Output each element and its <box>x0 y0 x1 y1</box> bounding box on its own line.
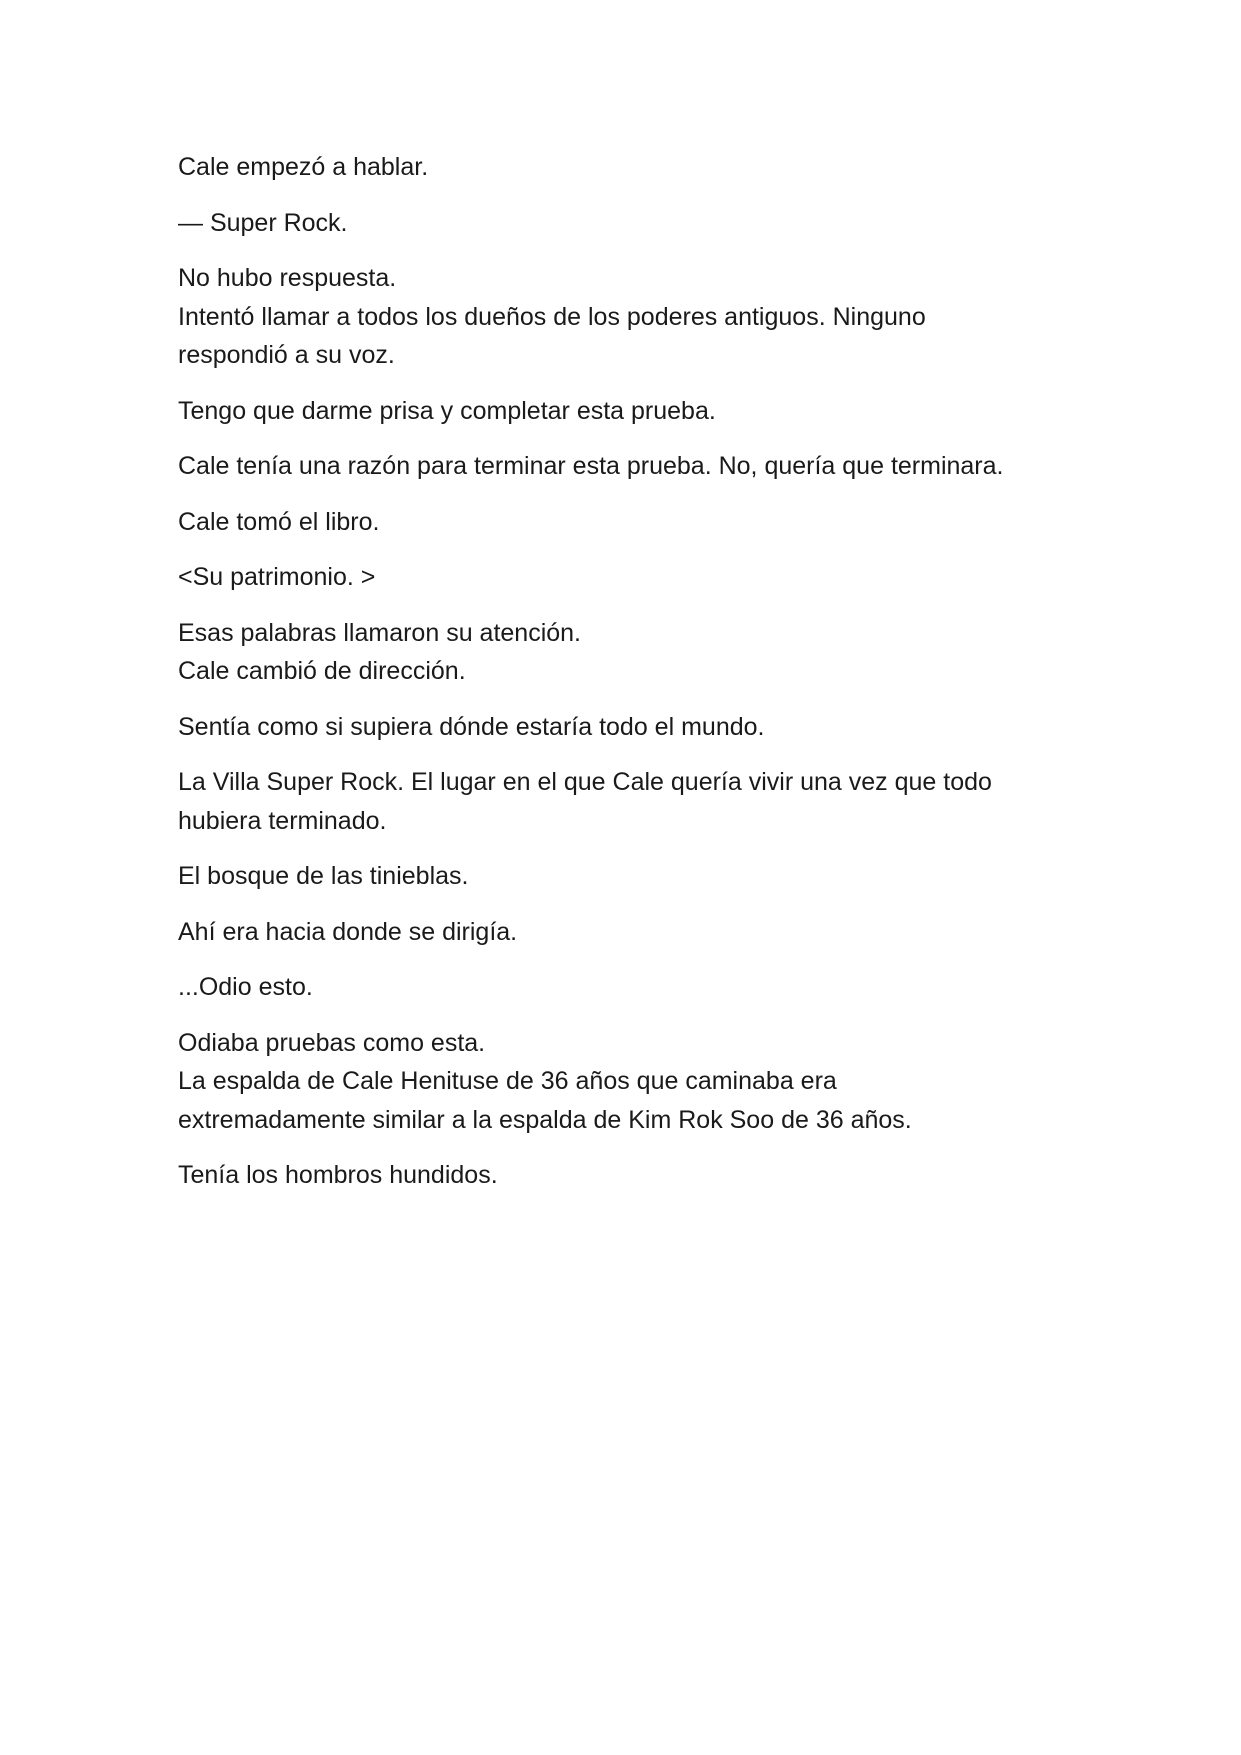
text-line: respondió a su voz. <box>178 341 395 369</box>
paragraph <box>178 913 1098 952</box>
text-line: El bosque de las tinieblas. <box>178 862 469 890</box>
paragraph <box>178 392 1098 431</box>
paragraph <box>178 857 1098 896</box>
text-line: ...Odio esto. <box>178 973 313 1001</box>
text-line: Sentía como si supiera dónde estaría todo el mundo. <box>178 712 765 741</box>
paragraph <box>178 614 1098 691</box>
text-line: Esas palabras llamaron su atención. <box>178 618 582 647</box>
paragraph <box>178 558 1098 597</box>
text-line: Odiaba pruebas como esta. <box>178 1028 486 1057</box>
document-body <box>178 148 1098 1212</box>
paragraph <box>178 503 1098 542</box>
text-line: Cale empezó a hablar. <box>178 153 429 181</box>
paragraph <box>178 259 1098 375</box>
text-line: Intentó llamar a todos los dueños de los poderes antiguos. Ninguno <box>178 302 926 331</box>
paragraph <box>178 763 1098 840</box>
text-line: La espalda de Cale Henituse de 36 años que caminaba era <box>178 1067 837 1095</box>
paragraph <box>178 447 1098 486</box>
text-line: Cale tomó el libro. <box>178 507 380 536</box>
paragraph <box>178 148 1098 187</box>
text-line: hubiera terminado. <box>178 806 387 835</box>
text-line: Cale tenía una razón para terminar esta prueba. No, quería que terminara. <box>178 452 1004 480</box>
text-line: Cale cambió de dirección. <box>178 657 466 685</box>
paragraph <box>178 1156 1098 1195</box>
paragraph <box>178 1024 1098 1140</box>
text-line: — Super Rock. <box>178 208 348 237</box>
text-line: No hubo respuesta. <box>178 264 397 292</box>
text-line: extremadamente similar a la espalda de Kim Rok Soo de 36 años. <box>178 1105 912 1134</box>
text-line: La Villa Super Rock. El lugar en el que Cale quería vivir una vez que todo <box>178 768 992 796</box>
paragraph <box>178 204 1098 243</box>
paragraph <box>178 708 1098 747</box>
paragraph <box>178 968 1098 1007</box>
text-line: Tengo que darme prisa y completar esta prueba. <box>178 396 716 425</box>
text-line: Tenía los hombros hundidos. <box>178 1161 498 1189</box>
text-line: Ahí era hacia donde se dirigía. <box>178 917 518 946</box>
text-line: <Su patrimonio. > <box>178 563 376 591</box>
